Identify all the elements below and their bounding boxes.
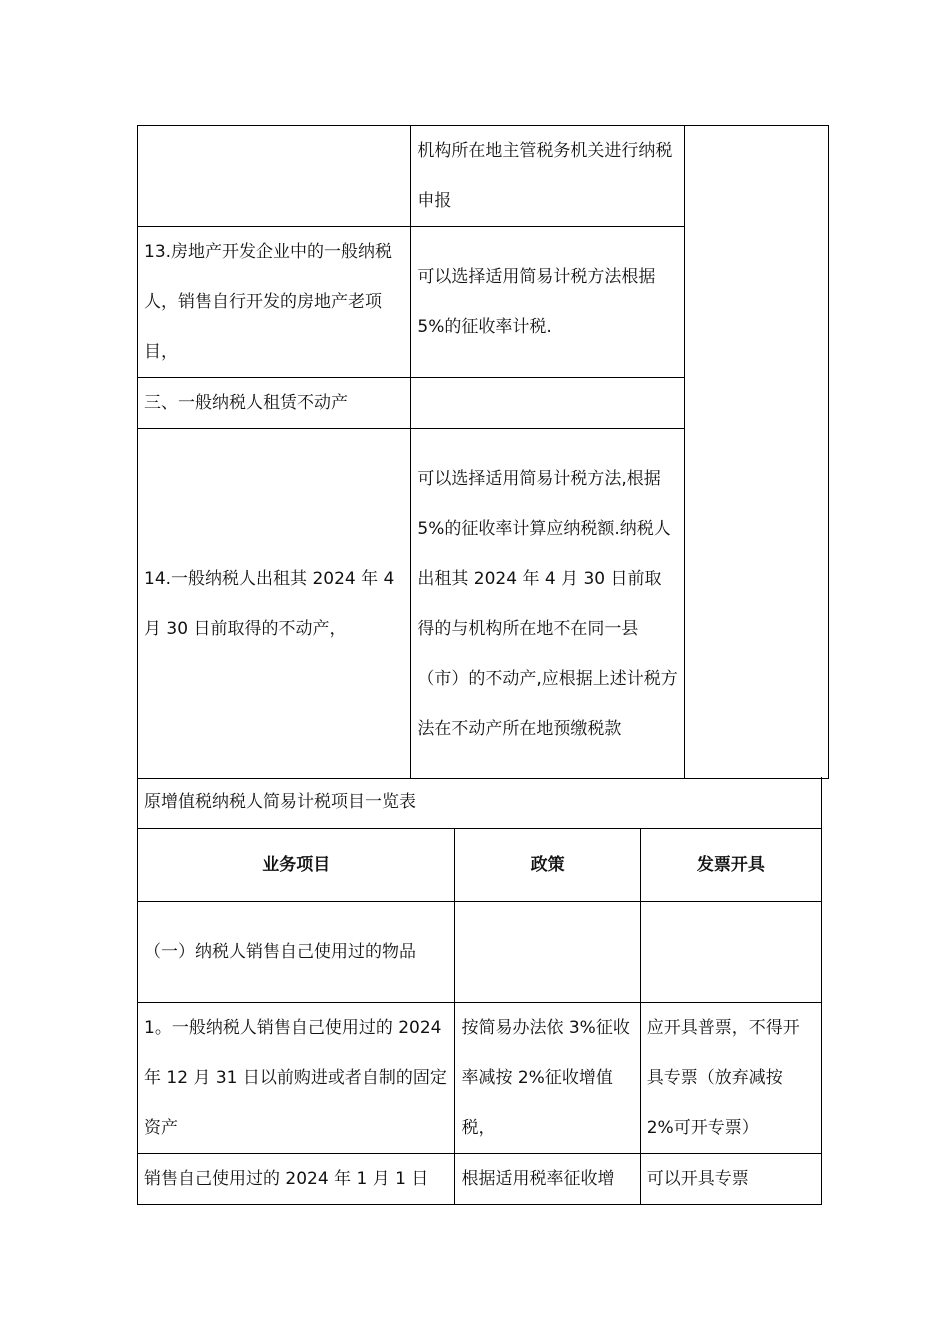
table-caption: 原增值税纳税人简易计税项目一览表 (138, 777, 822, 828)
table-cell: （一）纳税人销售自己使用过的物品 (138, 901, 455, 1002)
table-row (138, 126, 829, 227)
table-cell: 可以开具专票 (640, 1153, 821, 1204)
table-cell: 根据适用税率征收增 (455, 1153, 640, 1204)
header-cell: 发票开具 (640, 828, 821, 901)
table-cell: 销售自己使用过的 2024 年 1 月 1 日 (138, 1153, 455, 1204)
table-row (138, 901, 822, 1002)
table-cell: 可以选择适用简易计税方法根据 5%的征收率计税. (411, 227, 684, 378)
table-row (138, 1002, 822, 1153)
table-cell: 应开具普票，不得开具专票（放弃减按 2%可开专票） (640, 1002, 821, 1153)
table-cell-empty (684, 126, 828, 779)
table-header-row (138, 828, 822, 901)
policy-table-continued (137, 125, 829, 779)
table-cell: 1。一般纳税人销售自己使用过的 2024 年 12 月 31 日以前购进或者自制的固定资产 (138, 1002, 455, 1153)
table-cell: 可以选择适用简易计税方法,根据 5%的征收率计算应纳税额.纳税人出租其 2024 年 4 月 30 日前取得的与机构所在地不在同一县（市）的不动产,应根据上述计税方法在不动产所在地预缴税款 (411, 429, 684, 779)
table-cell (411, 378, 684, 429)
table-cell: 14.一般纳税人出租其 2024 年 4 月 30 日前取得的不动产， (138, 429, 411, 779)
table-cell (138, 126, 411, 227)
table-cell: 13.房地产开发企业中的一般纳税人，销售自行开发的房地产老项目， (138, 227, 411, 378)
header-cell: 业务项目 (138, 828, 455, 901)
table-cell (640, 901, 821, 1002)
section-heading: 三、一般纳税人租赁不动产 (138, 378, 411, 429)
table-cell: 按简易办法依 3%征收率减按 2%征收增值税， (455, 1002, 640, 1153)
table-cell: 机构所在地主管税务机关进行纳税申报 (411, 126, 684, 227)
table-caption-row (138, 777, 822, 828)
header-cell: 政策 (455, 828, 640, 901)
simplified-tax-table (137, 777, 822, 1205)
table-cell (455, 901, 640, 1002)
table-row (138, 1153, 822, 1204)
